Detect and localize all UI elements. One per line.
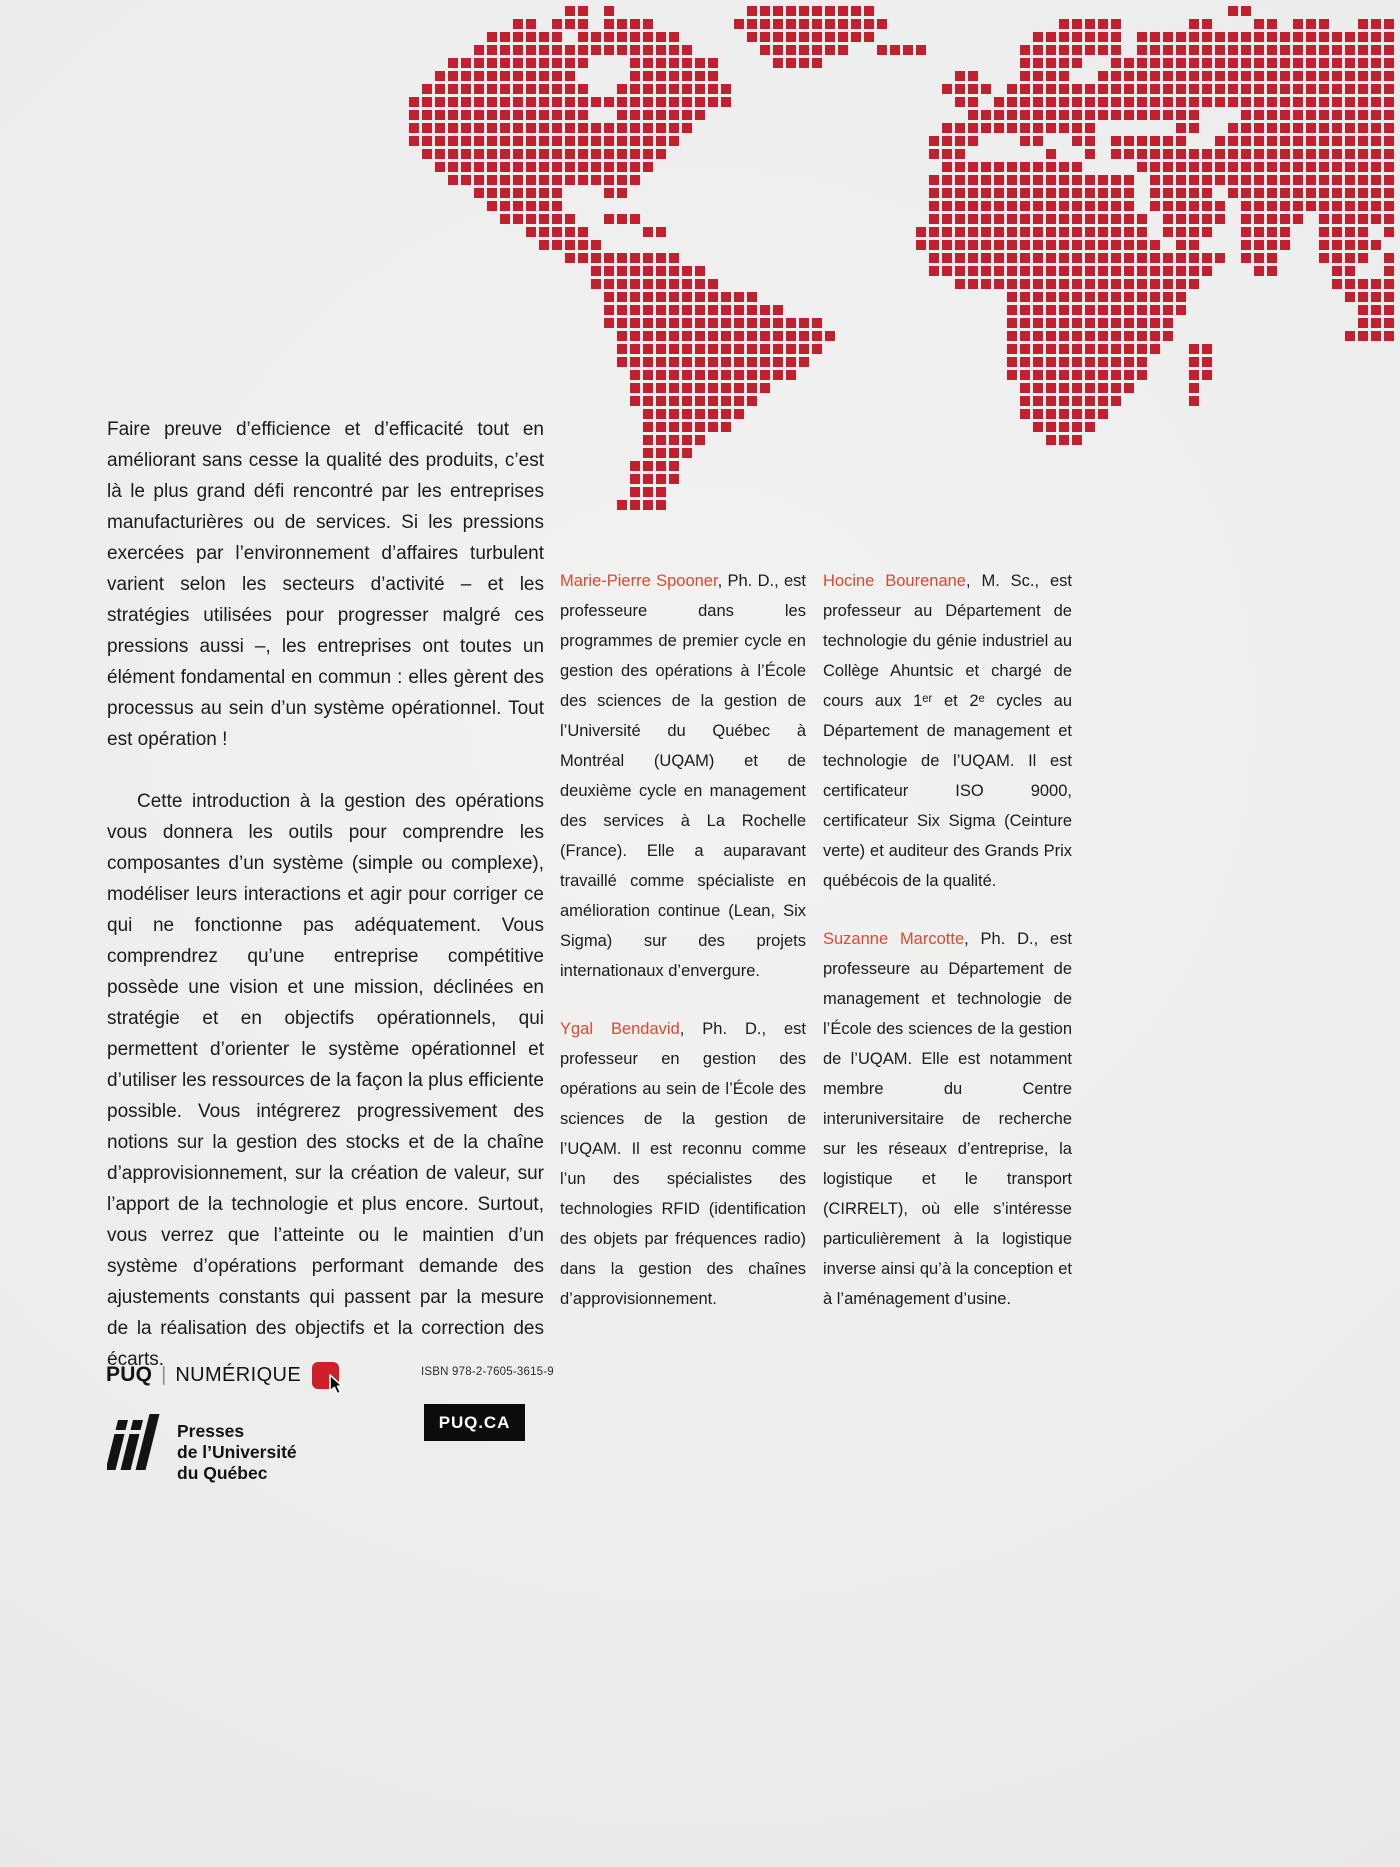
- puq-ca-label: PUQ.CA: [438, 1412, 511, 1432]
- publisher-name-line-3: du Québec: [177, 1463, 268, 1483]
- intro-paragraph-1: Faire preuve d’efficience et d’efficacité tout en améliorant sans cesse la qualité des produits, c’est là le plus grand défi rencontré par les entreprises manufacturières ou de services. Si les pressions exercées par l’environnement d’affaires turbulent varient selon les secteurs d’activité – et les stratégies utilisées pour progresser malgré ces pressions aussi –, les entreprises ont toutes un élément fondamental en commun : elles gèrent des processus au sein d’un système opérationnel. Tout est opération !: [107, 419, 544, 750]
- publisher-name-line-2: de l’Université: [177, 1442, 297, 1462]
- numerique-wordmark: NUMÉRIQUE: [175, 1363, 302, 1386]
- cursor-arrow-icon: [327, 1374, 347, 1396]
- publisher-name: [177, 1412, 297, 1484]
- bio-column-2: [823, 566, 1072, 1314]
- puq-ca-badge: [424, 1404, 525, 1441]
- bio-text-spooner: , Ph. D., est professeure dans les programmes de premier cycle en gestion des opérations à l’École des sciences de la gestion de l’Université du Québec à Montréal (UQAM) et de deuxième cycle en management des services à La Rochelle (France). Elle a auparavant travaillé comme spécialiste en amélioration continue (Lean, Six Sigma) sur des projets internationaux d’envergure.: [560, 572, 807, 980]
- bio-paragraph-marcotte: [823, 924, 1072, 1314]
- bio-text-bourenane: , M. Sc., est professeur au Département de technologie du génie industriel au Collège Ahuntsic et chargé de cours aux 1ᵉʳ et 2ᵉ cycles au Département de management et technologie de l’UQAM. Il est certificateur ISO 9000, certificateur Six Sigma (Ceinture verte) et auditeur des Grands Prix québécois de la qualité.: [823, 572, 1072, 890]
- bio-text-bendavid: , Ph. D., est professeur en gestion des opérations au sein de l’École des sciences de la gestion de l’UQAM. Il est reconnu comme l’un des spécialistes des technologies RFID (identification des objets par fréquences radio) dans la gestion des chaînes d’approvisionnement.: [560, 1020, 806, 1308]
- author-name-marcotte: Suzanne Marcotte: [823, 930, 965, 948]
- publisher-name-line-1: Presses: [177, 1421, 245, 1441]
- bio-paragraph-bendavid: [560, 1014, 806, 1314]
- puq-numerique-brand: [106, 1360, 339, 1390]
- puq-wordmark: PUQ: [106, 1363, 153, 1386]
- bio-column-1: [560, 566, 806, 1314]
- intro-paragraph-2: Cette introduction à la gestion des opérations vous donnera les outils pour comprendre les composantes d’un système (simple ou complexe), modéliser leurs interactions et agir pour corriger ce qui ne fonctionne pas adéquatement. Vous comprendrez qu’une entreprise compétitive possède une vision et une mission, déclinées en stratégie et en objectifs opérationnels, qui permettent d’orienter le système opérationnel et d’utiliser les ressources de la façon la plus efficiente possible. Vous intégrerez progressivement des notions sur la gestion des stocks et de la chaîne d’approvisionnement, sur la création de valeur, sur l’apport de la technologie et plus encore. Surtout, vous verrez que l’atteinte ou le maintien d’un système d’opérations performant demande des ajustements constants qui passent par la mesure de la réalisation des objectifs et la correction des écarts.: [107, 791, 544, 1370]
- author-name-spooner: Marie-Pierre Spooner: [560, 572, 718, 590]
- isbn-text: ISBN 978-2-7605-3615-9: [421, 1366, 554, 1378]
- brand-separator: |: [161, 1363, 167, 1386]
- intro-text-block: [107, 414, 544, 1375]
- puq-publisher-logo-icon: [107, 1412, 163, 1470]
- bio-text-marcotte: , Ph. D., est professeure au Département de management et technologie de l’École des sciences de la gestion de l’UQAM. Elle est notamment membre du Centre interuniversitaire de recherche sur les réseaux d’entreprise, la logistique et le transport (CIRRELT), où elle s’intéresse particulièrement à la logistique inverse ainsi qu’à la conception et à l’aménagement d’usine.: [823, 930, 1072, 1308]
- author-name-bourenane: Hocine Bourenane: [823, 572, 966, 590]
- numerique-app-icon: [312, 1362, 339, 1389]
- bio-paragraph-spooner: [560, 566, 806, 986]
- bio-paragraph-bourenane: [823, 566, 1072, 896]
- author-name-bendavid: Ygal Bendavid: [560, 1020, 680, 1038]
- dotted-world-map: [396, 6, 1397, 513]
- publisher-block: [107, 1412, 297, 1484]
